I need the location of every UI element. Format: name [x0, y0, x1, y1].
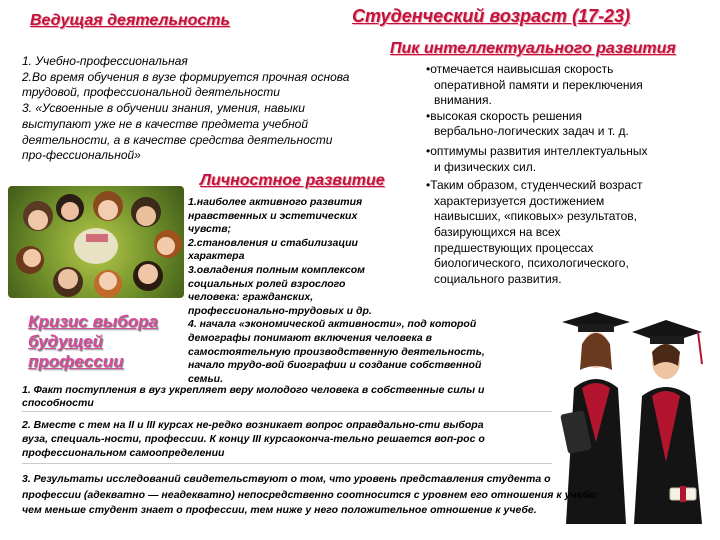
students-group-illustration [8, 186, 184, 298]
personal-line: демографы понимают включения человека в [188, 331, 432, 344]
personal-line: семьи. [188, 372, 224, 385]
activity-text [22, 54, 349, 164]
crisis-point-line: 2. Вместе с тем на II и III курсах не-редко возникает вопрос оправдально-сти выбора [22, 419, 484, 431]
personal-line: 1.наиболее активного развития [188, 196, 363, 208]
activity-line: 2.Во время обучения в вузе формируется прочная основа [22, 69, 350, 84]
peak-line: вербально-логических задач и т. д. [434, 124, 629, 139]
personal-line: самостоятельную производственную деятельность, [188, 345, 485, 358]
crisis-point-1 [22, 384, 484, 410]
personal-line: профессионально-трудовых и др. [188, 304, 372, 317]
crisis-point-2 [22, 418, 485, 460]
personal-line: 3.овладения полным комплексом [188, 263, 365, 276]
crisis-point-line: 1. Факт поступления в вуз укрепляет веру молодого человека в собственные силы и [22, 384, 485, 396]
crisis-point-line: чем меньше студент знает о профессии, тем ниже у него положительное отношение к учебе. [22, 504, 537, 516]
peak-line: предшествующих процессах [434, 240, 594, 255]
page-subtitle: Пик интеллектуального развития [390, 40, 676, 57]
crisis-point-line: профессиональном самоопределении [22, 447, 225, 459]
crisis-point-line: способности [22, 397, 94, 409]
personal-line: начало трудо-вой биографии и создание собственной [188, 359, 482, 372]
peak-line: характеризуется достижением [434, 193, 605, 208]
peak-line: базирующихся на всех [434, 224, 561, 239]
personal-line: 4. начала «экономической активности», под которой [188, 318, 477, 331]
peak-line: биологического, психологического, [434, 256, 629, 271]
divider [22, 463, 552, 464]
students-group-photo [8, 186, 184, 298]
peak-line: •высокая скорость решения [426, 108, 582, 123]
crisis-heading-line: Кризис выбора [28, 312, 158, 331]
peak-line: и физических сил. [434, 159, 537, 174]
peak-line: внимания. [434, 93, 492, 108]
personal-line: характера [188, 250, 245, 263]
personal-line: нравственных и эстетических [188, 209, 358, 222]
crisis-point-line: профессии (адекватно — неадекватно) непосредственно соотносится с уровнем его отношения к учебе: [22, 488, 599, 501]
activity-line: 1. Учебно-профессиональная [22, 54, 188, 68]
activity-line: выступают уже не в качестве предмета учебной [22, 116, 309, 131]
crisis-heading-line: будущей [28, 332, 103, 351]
crisis-point-line: 3. Результаты исследований свидетельствуют о том, что уровень представления студента о [22, 473, 551, 485]
activity-line: деятельности, а в качестве средства деятельности [22, 132, 333, 147]
heading-profession-crisis [28, 312, 158, 372]
crisis-heading-line: профессии [28, 352, 124, 371]
peak-line: оперативной памяти и переключения [434, 77, 643, 92]
crisis-point-3 [22, 472, 598, 519]
heading-leading-activity: Ведущая деятельность [30, 12, 230, 29]
personal-line: 2.становления и стабилизации [188, 236, 358, 249]
activity-line: 3. «Усвоенные в обучении знания, умения, навыки [22, 101, 305, 116]
crisis-point-line: вуза, специаль-ности, профессии. К концу III курсаоконча-тельно решается воп-рос о [22, 433, 485, 445]
personal-development-text [188, 196, 485, 386]
personal-line: человека: гражданских, [188, 291, 314, 304]
page-title: Студенческий возраст (17-23) [352, 6, 631, 26]
activity-line: трудовой, профессиональной деятельности [22, 85, 280, 100]
peak-line: •Таким образом, студенческий возраст [426, 178, 643, 193]
divider [22, 411, 552, 412]
peak-line: наивысших, «пиковых» результатов, [434, 209, 637, 224]
peak-line: социального развития. [434, 271, 562, 286]
activity-line: про-фессиональной» [22, 148, 141, 163]
heading-personal-development: Личностное развитие [200, 172, 385, 189]
peak-line: •отмечается наивысшая скорость [426, 62, 614, 76]
personal-line: социальных ролей взрослого [188, 277, 346, 290]
personal-line: чувств; [188, 223, 232, 236]
peak-line: •оптимумы развития интеллектуальных [426, 143, 648, 158]
